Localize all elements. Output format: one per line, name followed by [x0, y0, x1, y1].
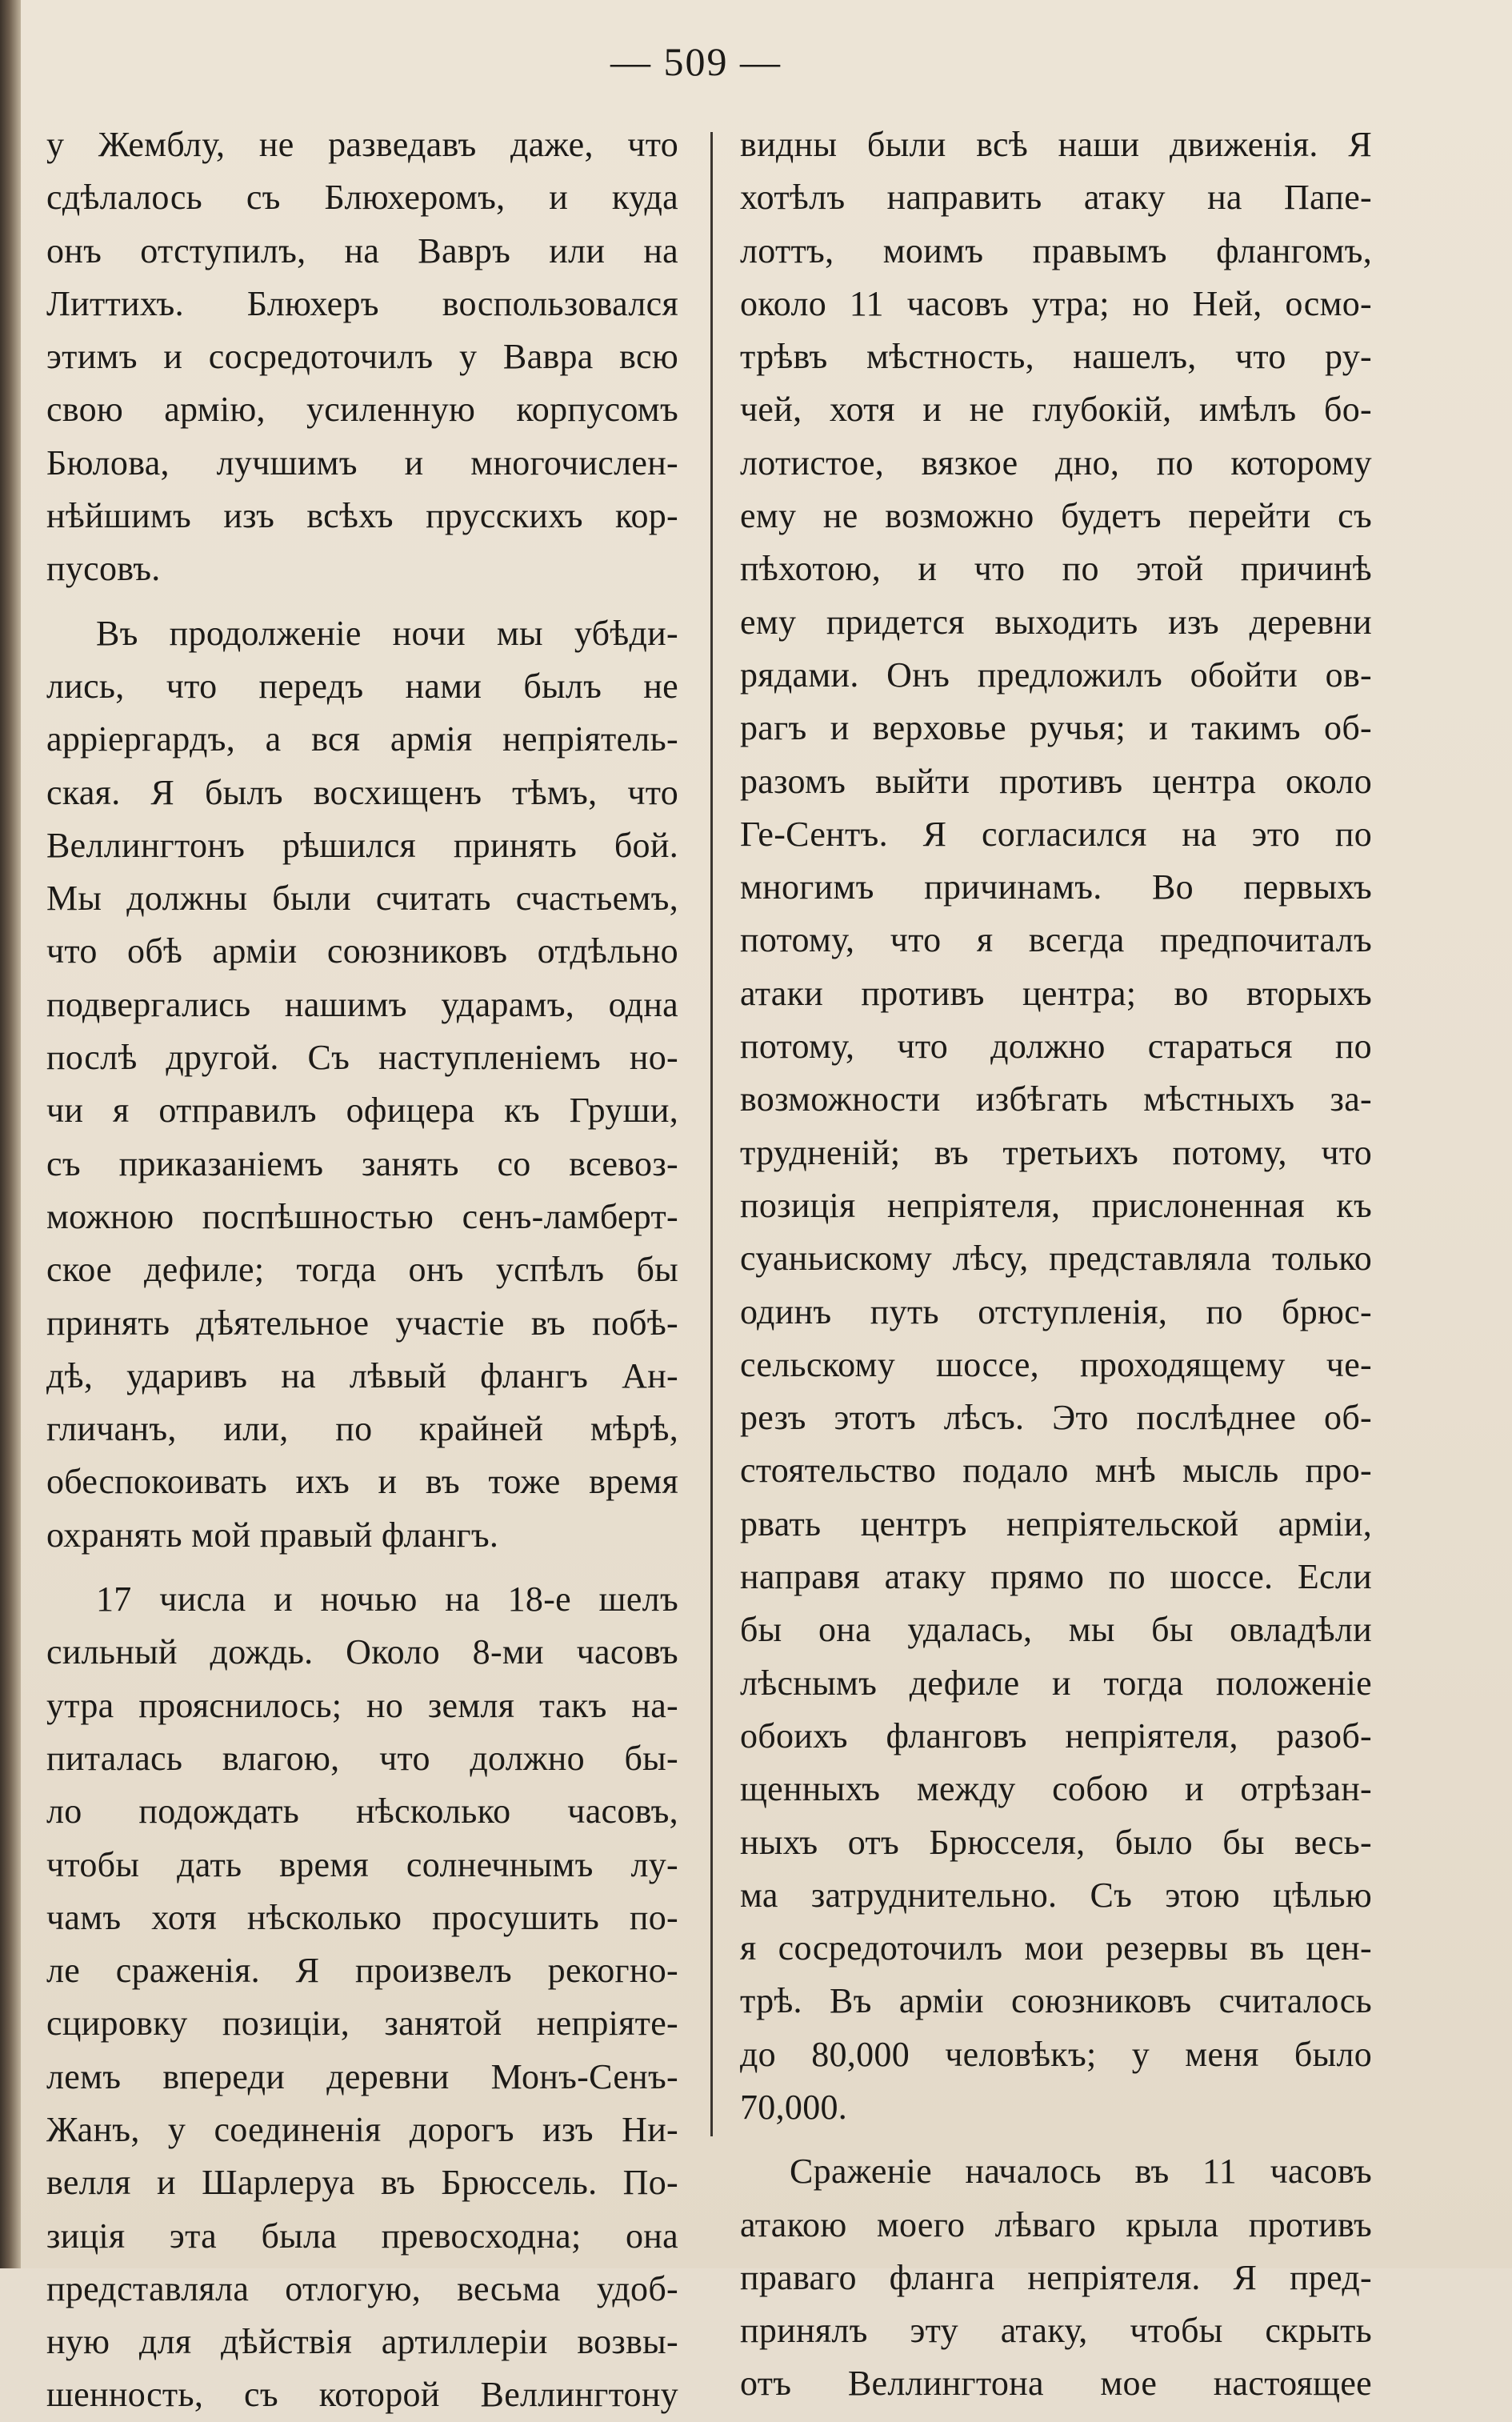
text-line: пусовъ. — [46, 549, 161, 589]
text-line: пѣхотою, и что по этой причинѣ — [740, 549, 1372, 589]
text-line: этимъ и сосредоточилъ у Вавра всю — [46, 337, 678, 377]
text-line: дѣ, ударивъ на лѣвый флангъ Ан- — [46, 1355, 678, 1395]
text-line: велля и Шарлеруа въ Брюссель. По- — [46, 2163, 678, 2203]
text-line: у Жемблу, не разведавъ даже, что — [46, 125, 678, 164]
text-line: чамъ хотя нѣсколько просушить по- — [46, 1897, 678, 1937]
text-line: Въ продолженiе ночи мы убѣди- — [96, 613, 678, 653]
text-line: рядами. Онъ предложилъ обойти ов- — [740, 655, 1372, 695]
text-line: рвать центръ непріятельской арміи, — [740, 1503, 1372, 1543]
text-line: сильный дождь. Около 8-ми часовъ — [46, 1632, 678, 1672]
text-line: лоттъ, моимъ правымъ флангомъ, — [740, 230, 1372, 270]
text-line: сельскому шоссе, проходящему че- — [740, 1344, 1372, 1384]
text-line: ную для дѣйствія артиллеріи возвы- — [46, 2322, 678, 2362]
text-line: принялъ эту атаку, чтобы скрыть — [740, 2311, 1372, 2351]
text-line: Жанъ, у соединенія дорогъ изъ Ни- — [46, 2109, 678, 2149]
text-line: ле сраженія. Я произвелъ рекогно- — [46, 1951, 678, 1991]
text-line: 17 числа и ночью на 18-е шелъ — [96, 1579, 678, 1619]
text-line: можною поспѣшностью сенъ-ламберт- — [46, 1196, 678, 1236]
text-line: одинъ путь отступленія, по брюс- — [740, 1291, 1372, 1331]
text-line: нѣйшимъ изъ всѣхъ прусскихъ кор- — [46, 496, 678, 536]
text-line: Литтихъ. Блюхеръ воспользовался — [46, 283, 678, 323]
text-line: резъ этотъ лѣсъ. Это послѣднее об- — [740, 1398, 1372, 1438]
text-line: позиція непріятеля, прислоненная къ — [740, 1185, 1372, 1225]
text-line: суаньискому лѣсу, представляла только — [740, 1239, 1372, 1279]
text-line: подвергались нашимъ ударамъ, одна — [46, 984, 678, 1024]
text-line: Мы должны были считать счастьемъ, — [46, 879, 678, 919]
text-line: Веллингтонъ рѣшился принять бой. — [46, 825, 678, 865]
column-divider — [710, 132, 713, 2136]
text-line: бы она удалась, мы бы овладѣли — [740, 1610, 1372, 1650]
text-line: ему придется выходить изъ деревни — [740, 602, 1372, 642]
text-line: трѣ. Въ арміи союзниковъ считалось — [740, 1981, 1372, 2021]
paragraph-gap — [740, 2134, 1372, 2145]
left-text-column — [46, 118, 678, 2422]
paragraph-gap — [46, 1562, 678, 1573]
text-line: шенность, съ которой Веллингтону — [46, 2375, 678, 2415]
text-line: ему не возможно будетъ перейти съ — [740, 496, 1372, 536]
text-line: трудненій; въ третьихъ потому, что — [740, 1132, 1372, 1172]
text-line: хотѣлъ направить атаку на Папе- — [740, 178, 1372, 218]
text-line: рагъ и верховье ручья; и такимъ об- — [740, 708, 1372, 748]
text-line: свою армiю, усиленную корпусомъ — [46, 390, 678, 430]
text-line: щенныхъ между собою и отрѣзан- — [740, 1769, 1372, 1809]
text-line: онъ отступилъ, на Вавръ или на — [46, 230, 678, 270]
text-line: отъ Веллингтона мое настоящее — [740, 2364, 1372, 2404]
text-line: ская. Я былъ восхищенъ тѣмъ, что — [46, 772, 678, 812]
text-line: гличанъ, или, по крайней мѣрѣ, — [46, 1409, 678, 1449]
text-line: около 11 часовъ утра; но Ней, осмо- — [740, 283, 1372, 323]
text-line: лемъ впереди деревни Монъ-Сенъ- — [46, 2056, 678, 2096]
text-line: ское дефиле; тогда онъ успѣлъ бы — [46, 1250, 678, 1290]
text-line: арріергардъ, а вся армія непріятель- — [46, 719, 678, 759]
text-line: я сосредоточилъ мои резервы въ цен- — [740, 1928, 1372, 1968]
text-line: зиція эта была превосходна; она — [46, 2216, 678, 2256]
text-line: принять дѣятельное участіе въ побѣ- — [46, 1303, 678, 1343]
text-line: Ге-Сентъ. Я согласился на это по — [740, 814, 1372, 854]
text-line: послѣ другой. Съ наступленіемъ но- — [46, 1038, 678, 1078]
text-line: 70,000. — [740, 2087, 848, 2127]
text-line: ло подождать нѣсколько часовъ, — [46, 1791, 678, 1832]
text-line: лись, что передъ нами былъ не — [46, 666, 678, 706]
text-line: чи я отправилъ офицера къ Груши, — [46, 1091, 678, 1131]
text-line: сдѣлалось съ Блюхеромъ, и куда — [46, 178, 678, 218]
text-line: Сраженіе началось въ 11 часовъ — [790, 2152, 1372, 2192]
text-line: стоятельство подало мнѣ мысль про- — [740, 1451, 1372, 1491]
text-line: Бюлова, лучшимъ и многочислен- — [46, 442, 678, 482]
text-line: что обѣ арміи союзниковъ отдѣльно — [46, 931, 678, 971]
text-line: возможности избѣгать мѣстныхъ за- — [740, 1079, 1372, 1119]
text-line: обоихъ фланговъ непріятеля, разоб- — [740, 1715, 1372, 1755]
text-line: ма затруднительно. Съ этою цѣлью — [740, 1875, 1372, 1915]
text-line: до 80,000 человѣкъ; у меня было — [740, 2034, 1372, 2074]
text-line: атакою моего лѣваго крыла противъ — [740, 2204, 1372, 2244]
text-line: атаки противъ центра; во вторыхъ — [740, 973, 1372, 1013]
text-line: потому, что я всегда предпочиталъ — [740, 920, 1372, 960]
text-line: сцировку позиціи, занятой непріяте- — [46, 2004, 678, 2044]
text-line: трѣвъ мѣстность, нашелъ, что ру- — [740, 337, 1372, 377]
text-line: охранять мой правый флангъ. — [46, 1515, 499, 1555]
text-line: многимъ причинамъ. Во первыхъ — [740, 867, 1372, 907]
text-line: питалась влагою, что должно бы- — [46, 1738, 678, 1778]
text-line: утра прояснилось; но земля такъ на- — [46, 1685, 678, 1725]
text-line: представляла отлогую, весьма удоб- — [46, 2268, 678, 2308]
text-line: лѣснымъ дефиле и тогда положеніе — [740, 1663, 1372, 1703]
text-line: чтобы дать время солнечнымъ лу- — [46, 1844, 678, 1884]
text-line: ныхъ отъ Брюсселя, было бы весь- — [740, 1822, 1372, 1862]
text-line: обеспокоивать ихъ и въ тоже время — [46, 1462, 678, 1502]
text-line: лотистое, вязкое дно, по которому — [740, 442, 1372, 482]
text-line: направя атаку прямо по шоссе. Если — [740, 1557, 1372, 1597]
paragraph-gap — [46, 596, 678, 607]
book-binding-edge — [0, 0, 21, 2268]
text-line: праваго фланга непріятеля. Я пред- — [740, 2257, 1372, 2297]
right-text-column — [740, 118, 1372, 2411]
text-line: потому, что должно стараться по — [740, 1027, 1372, 1067]
text-line: съ приказаніемъ занять со всевоз- — [46, 1143, 678, 1183]
text-line: чей, хотя и не глубокій, имѣлъ бо- — [740, 390, 1372, 430]
text-line: видны были всѣ наши движенія. Я — [740, 125, 1372, 164]
text-line: разомъ выйти противъ центра около — [740, 761, 1372, 801]
page-number: — 509 — — [610, 39, 782, 84]
